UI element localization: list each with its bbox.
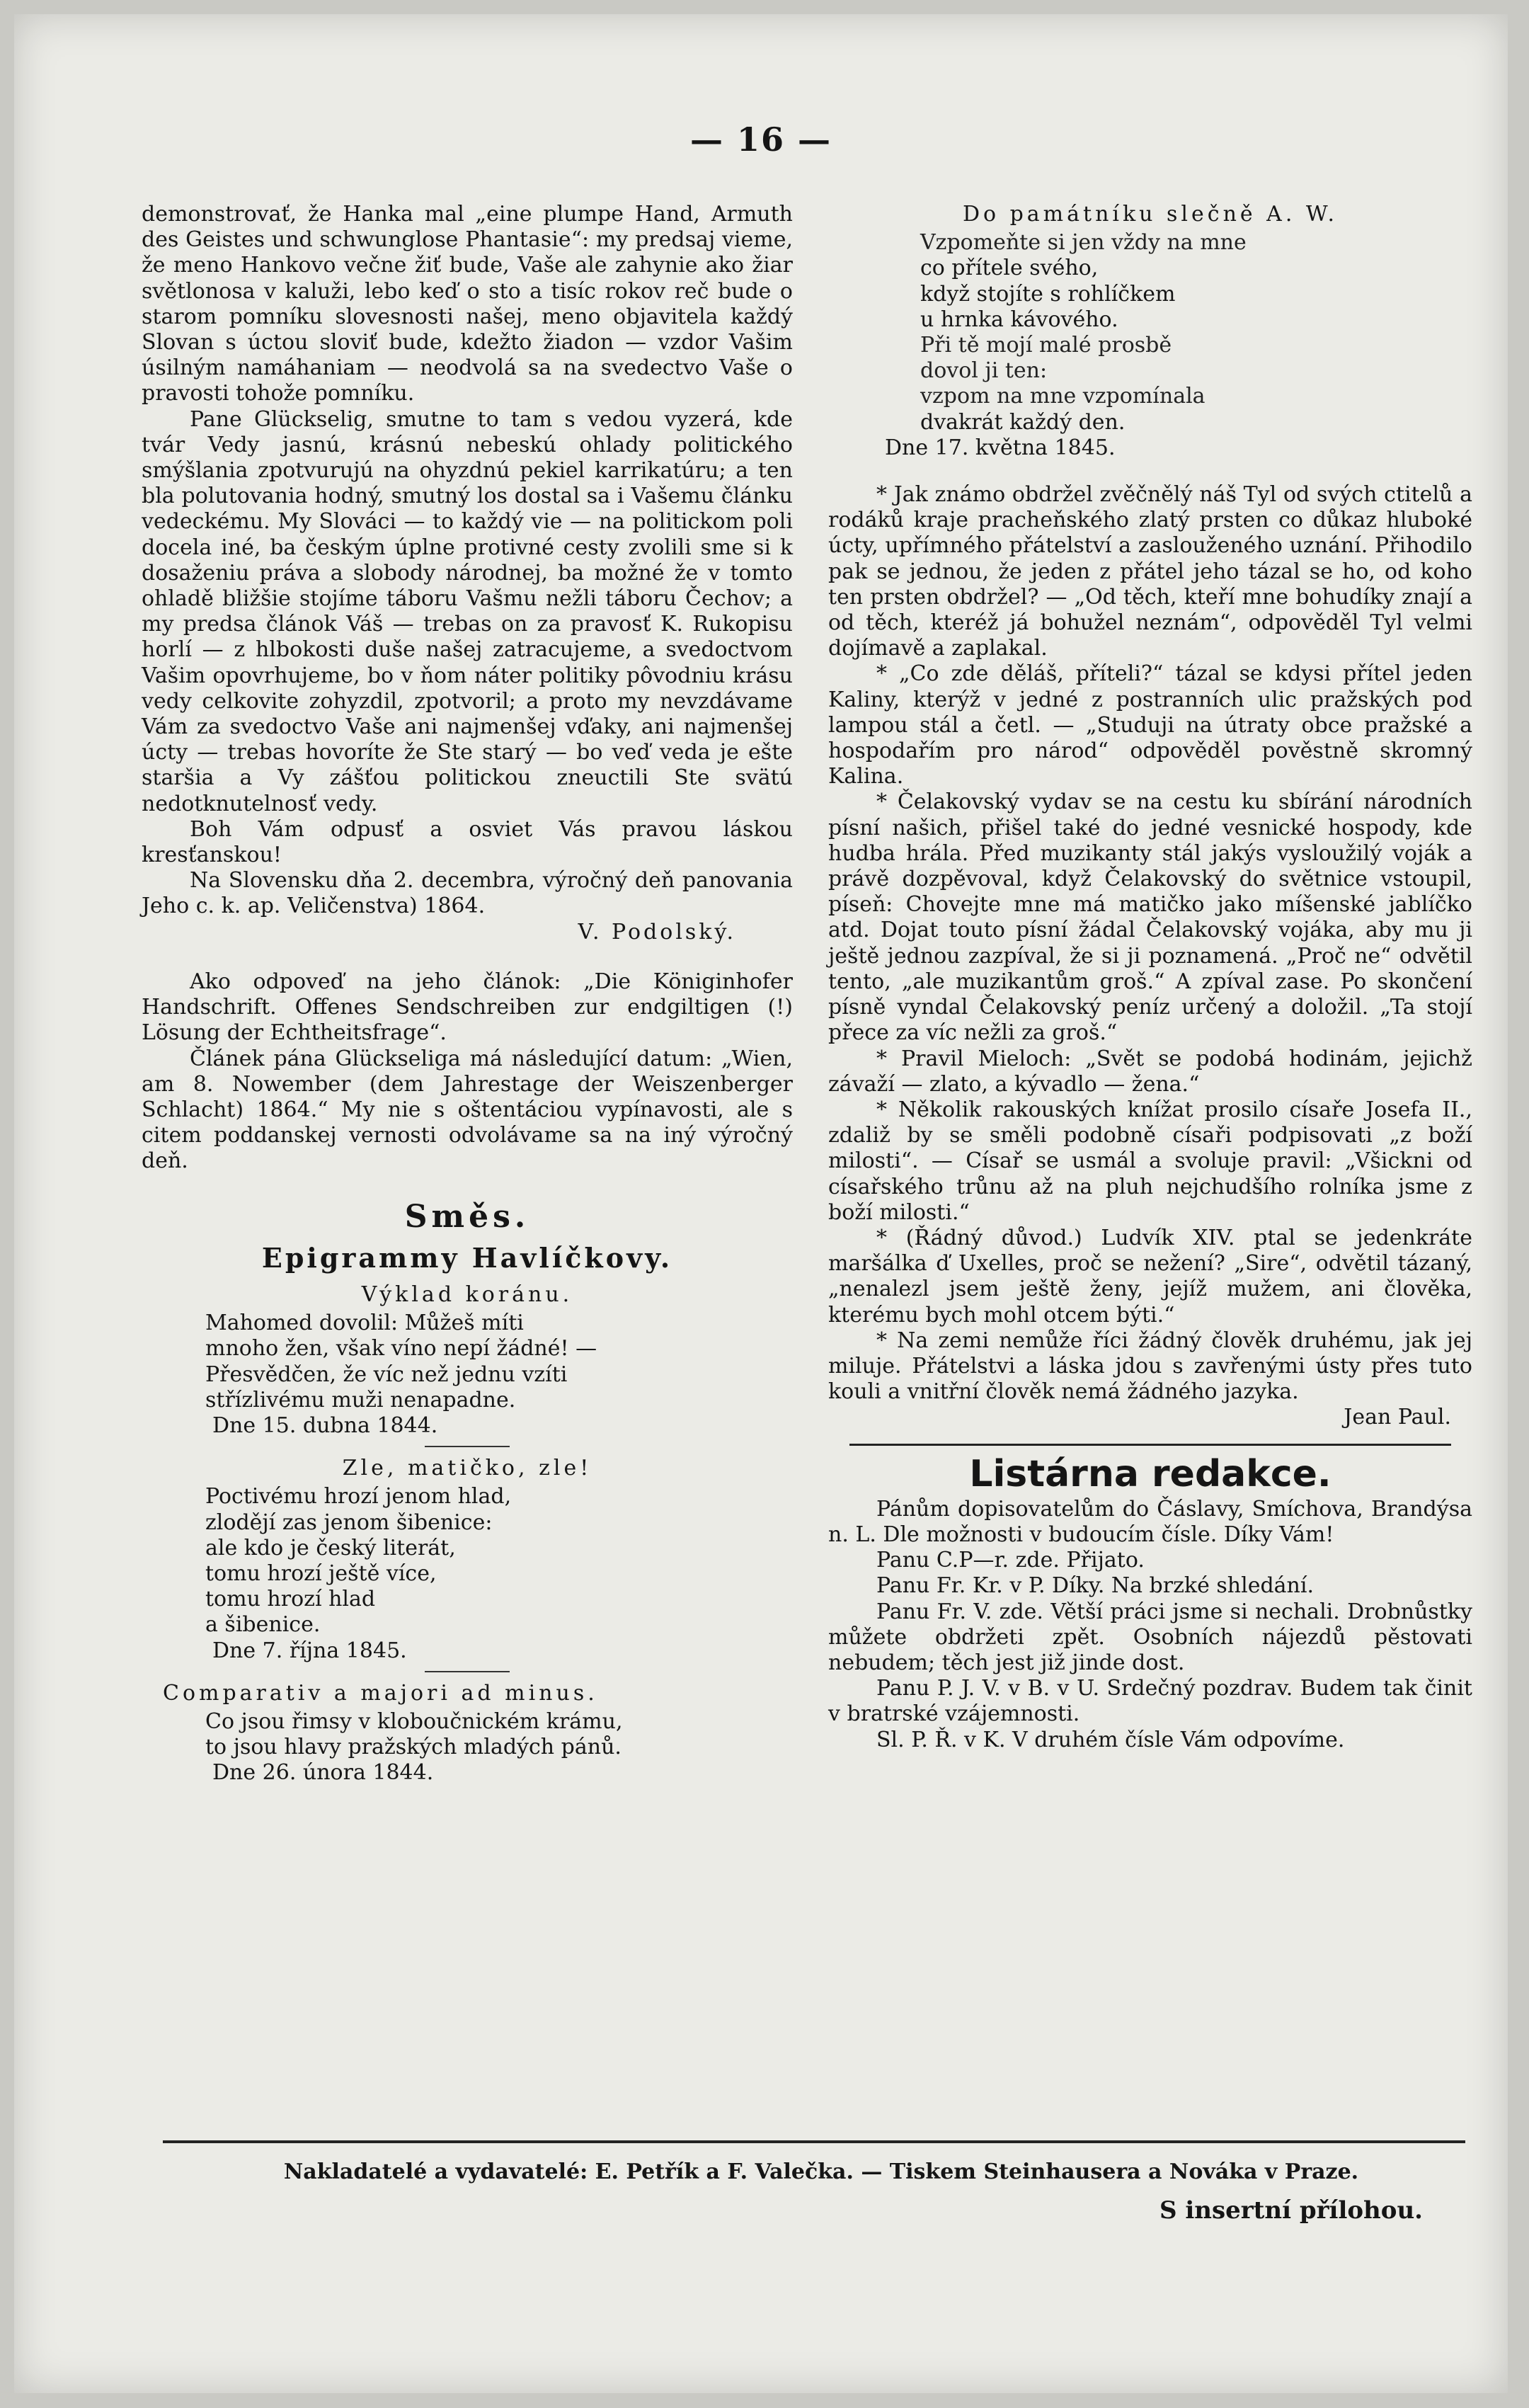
left-column [142, 202, 793, 1786]
divider [849, 1444, 1451, 1446]
verse-line: a šibenice. [205, 1612, 321, 1638]
paragraph: * Několik rakouských knížat prosilo císaře Josefa II., zdaliž by se směli podobně císaři podpisovati „z boží milosti“. — Císař se usmál a svoluje pravil: „Všickni od císařského trůnu až na pluh nejchudšího rolníka jsme z boží milosti.“ [828, 1097, 1472, 1225]
newspaper-page [14, 14, 1508, 2393]
signature: Jean Paul. [1344, 1405, 1451, 1430]
epigram-title: Zle, matičko, zle! [342, 1456, 592, 1481]
paragraph: * (Řádný důvod.) Ludvík XIV. ptal se jedenkráte maršálka ď Uxelles, proč se nežení? „Sire“, odvětil tázaný, „nenalezl jsem ještě ženy, jejíž mužem, ani člověka, kterému bych mohl otcem býti.“ [828, 1225, 1472, 1328]
paragraph: * „Co zde děláš, příteli?“ tázal se kdysi přítel jeden Kaliny, kterýž v jedné z postranních ulic pražských pod lampou stál a četl. — „Studuji na útraty obce pražské a hospodařím pro národ“ odpověděl pověstně skromný Kalina. [828, 661, 1472, 789]
paragraph: Boh Vám odpusť a osviet Vás pravou láskou kresťanskou! [142, 816, 793, 868]
verse-line: Vzpomeňte si jen vždy na mne [920, 230, 1247, 256]
epigram-verse [205, 1709, 793, 1760]
verse-line: to jsou hlavy pražských mladých pánů. [205, 1735, 622, 1760]
epigram-date: Dne 7. října 1845. [212, 1638, 407, 1663]
poem-title: Do památníku slečně A. W. [962, 202, 1339, 227]
divider [425, 1671, 510, 1672]
paragraph: Článek pána Glückseliga má následující datum: „Wien, am 8. Nowember (dem Jahrestage der Weiszenberger Schlacht) 1864.“ My nie s oštentáciou vypínavosti, ale s citem poddanskej vernosti odvolávame sa na iný výročný deň. [142, 1046, 793, 1174]
paragraph: Na Slovensku dňa 2. decembra, výročný deň panovania Jeho c. k. ap. Veličenstva) 1864. [142, 868, 793, 919]
verse-line: dvakrát každý den. [920, 409, 1126, 435]
verse-line: když stojíte s rohlíčkem [920, 281, 1176, 307]
verse-line: u hrnka kávového. [920, 307, 1118, 332]
verse-line: tomu hrozí ještě více, [205, 1560, 437, 1586]
epigram-date: Dne 26. února 1844. [212, 1760, 434, 1786]
verse-line: Poctivému hrozí jenom hlad, [205, 1484, 512, 1510]
letters-entry: Panu C.P—r. zde. Přijato. [876, 1548, 1145, 1573]
paragraph: * Jak známo obdržel zvěčnělý náš Tyl od svých ctitelů a rodáků kraje pracheňského zlatý prsten co důkaz hluboké úcty, upřímného přátelství a zaslouženého uznání. Přihodilo pak se jednou, že jeden z přátel jeho tázal se ho, od koho ten prsten obdržel? — „Od těch, kteří mne bohudíky znají a od těch, kteréž já bohužel neznám“, odpověděl Tyl velmi dojímavě a zaplakal. [828, 482, 1472, 661]
verse-line: dovol ji ten: [920, 358, 1048, 384]
epigram-title: Výklad koránu. [361, 1282, 573, 1307]
supplement-note: S insertní přílohou. [1159, 2196, 1423, 2225]
verse-line: mnoho žen, však víno nepí žádné! — [205, 1336, 597, 1362]
letters-entry: Pánům dopisovatelům do Čáslavy, Smíchova, Brandýsa n. L. Dle možnosti v budoucím čísle. Díky Vám! [828, 1496, 1472, 1547]
paragraph: Pane Glückselig, smutne to tam s vedou vyzerá, kde tvár Vedy jasnú, krásnú nebeskú ohlady politického smýšlania zpotvurujú na ohyzdnú pekiel karrikatúru; a ten bla polutovania hodný, smutný los dostal sa i Vašemu článku vedeckému. My Slováci — to každý vie — na politickom poli docela iné, ba českým úplne protivné cesty zvolili sme si k dosaženiu práva a slobody národnej, ba možné že v tomto ohladě bližšie stojíme táboru Vašmu nežli táboru Čechov; a my predsa článok Váš — trebas on za pravosť K. Rukopisu horlí — z hlbokosti duše našej zatracujeme, a svedoctvom Vašim opovrhujeme, bo v ňom náter politiky pôvodniu krásu vedy celkovite zohyzdil, zpotvoril; a proto my nevzdávame Vám za svedoctvo Vaše ani najmenšej vďaky, ani najmenšej úcty — trebas hovoríte že Ste starý — bo veď veda je ešte staršia a Vy zášťou politickou zneuctili Ste svätú nedotknutelnosť vedy. [142, 406, 793, 816]
letters-entry: Panu Fr. Kr. v P. Díky. Na brzké shledání. [876, 1573, 1314, 1599]
paragraph: demonstrovať, že Hanka mal „eine plumpe Hand, Armuth des Geistes und schwunglose Phantasie“: my predsaj vieme, že meno Hankovo večne žiť bude, Vaše ale zahynie ako žiar světlonosa v kaluži, lebo keď o sto a tisíc rokov reč bude o starom pomníku slovesnosti našej, meno objavitela každý Slovan s úctou sloviť bude, kdežto žiadon — vzdor Vašim úsilným namáhaniam — neodvolá sa na svedectvo Vaše o pravosti tohože pomníku. [142, 202, 793, 406]
epigram-date: Dne 15. dubna 1844. [212, 1413, 438, 1438]
verse-line: střízlivému muži nenapadne. [205, 1387, 516, 1413]
section-title: Směs. [404, 1198, 530, 1235]
verse-line: Přesvědčen, že víc než jednu vzíti [205, 1362, 568, 1387]
verse-line: Co jsou řimsy v kloboučnickém krámu, [205, 1708, 623, 1734]
letters-entry: Panu Fr. V. zde. Větší práci jsme si nechali. Drobnůstky můžete obdržeti zpět. Osobních nájezdů pěstovati nebudem; těch jest již jinde dost. [828, 1599, 1472, 1675]
verse-line: tomu hrozí hlad [205, 1587, 376, 1612]
poem-verse [920, 230, 1472, 435]
paragraph: Ako odpoveď na jeho článok: „Die Königinhofer Handschrift. Offenes Sendschreiben zur endgiltigen (!) Lösung der Echtheitsfrage“. [142, 969, 793, 1046]
letters-entry: Sl. P. Ř. v K. V druhém čísle Vám odpovíme. [876, 1727, 1345, 1752]
page-number: — 16 — [689, 120, 832, 159]
divider [425, 1446, 510, 1447]
paragraph: * Pravil Mieloch: „Svět se podobá hodinám, jejichž závaží — zlato, a kývadlo — žena.“ [828, 1046, 1472, 1097]
epigram-verse [205, 1311, 793, 1413]
verse-line: vzpom na mne vzpomínala [920, 384, 1206, 409]
section-title: Listárna redakce. [969, 1452, 1332, 1495]
verse-line: co přítele svého, [920, 256, 1099, 281]
verse-line: zlodějí zas jenom šibenice: [205, 1510, 493, 1535]
signature: V. Podolský. [578, 919, 736, 945]
letters-entry: Panu P. J. V. v B. v U. Srdečný pozdrav. Budem tak činit v bratrské vzájemnosti. [828, 1676, 1472, 1727]
paragraph: * Čelakovský vydav se na cestu ku sbírání národních písní našich, přišel také do jedné vesnické hospody, kde hudba hrála. Před muzikanty stál jakýs vysloužilý voják a právě dozpěvoval, když Čelakovský do světnice vstoupil, píseň: Chovejte mne má matičko jako míšenské jablíčko atd. Dojat touto písní žádal Čelakovský vojáka, aby mu ji ještě jednou zazpíval, že si ji poznamená. „Proč ne“ odvětil tento, „ale muzikantům groš.“ A zpíval zase. Po skončení písně vyndal Čelakovský peníz určený a doložil. „Ta stojí přece za víc nežli za groš.“ [828, 789, 1472, 1046]
verse-line: Mahomed dovolil: Můžeš míti [205, 1311, 524, 1336]
epigram-title: Comparativ a majori ad minus. [163, 1680, 598, 1706]
footer-divider [163, 2140, 1465, 2143]
paragraph: * Na zemi nemůže říci žádný člověk druhému, jak jej miluje. Přátelstvi a láska jdou s zavřenými ústy přes tuto kouli a vnitřní člověk nemá žádného jazyka. [828, 1328, 1472, 1405]
subsection-title: Epigrammy Havlíčkovy. [261, 1241, 673, 1274]
poem-date: Dne 17. května 1845. [885, 435, 1116, 460]
publisher-imprint: Nakladatelé a vydavatelé: E. Petřík a F. Valečka. — Tiskem Steinhausera a Nováka v Praze. [283, 2159, 1359, 2184]
right-column [828, 202, 1472, 1753]
verse-line: ale kdo je český literát, [205, 1535, 456, 1560]
epigram-verse [205, 1484, 793, 1638]
verse-line: Při tě mojí malé prosbě [920, 333, 1172, 358]
